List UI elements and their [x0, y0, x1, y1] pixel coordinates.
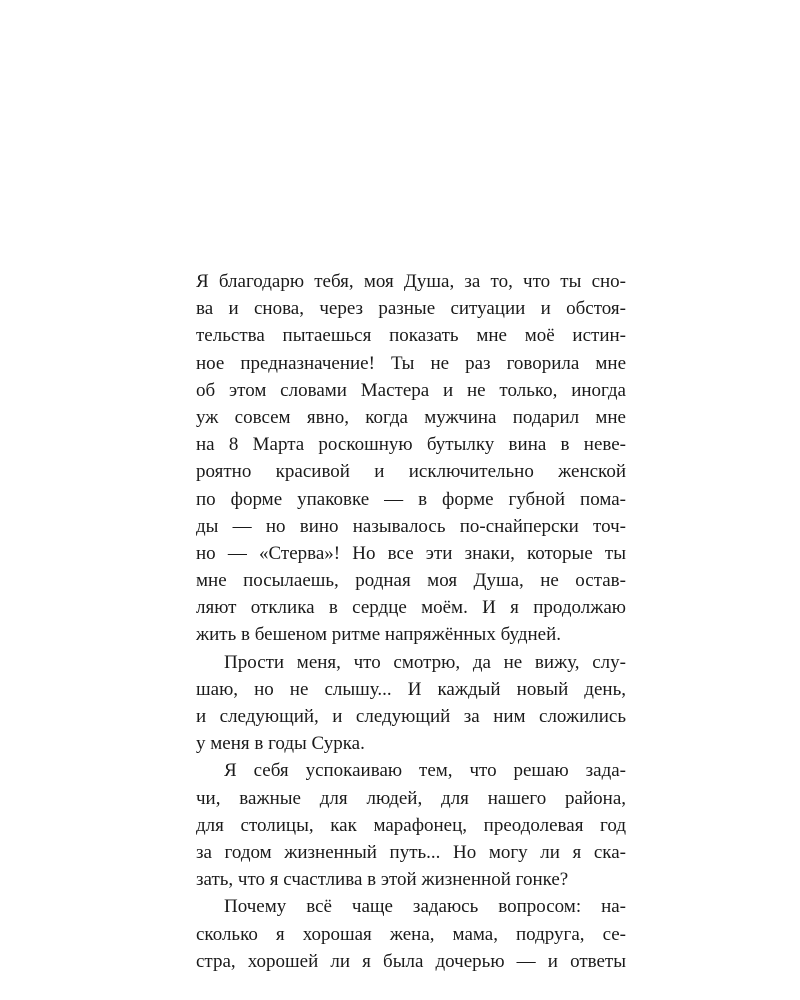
text-line: об этом словами Мастера и не только, иногда: [196, 379, 626, 401]
text-line: Прости меня, что смотрю, да не вижу, слу-: [224, 651, 626, 673]
text-line: за годом жизненный путь... Но могу ли я ска-: [196, 841, 626, 863]
text-line: ва и снова, через разные ситуации и обстоя-: [196, 298, 626, 320]
text-line: по форме упаковке — в форме губной пома-: [196, 488, 626, 510]
text-line: зать, что я счастлива в этой жизненной гонке?: [196, 869, 569, 891]
text-line: шаю, но не слышу... И каждый новый день,: [196, 678, 626, 700]
text-line: Я себя успокаиваю тем, что решаю зада-: [224, 760, 626, 782]
text-line: роятно красивой и исключительно женской: [196, 461, 626, 483]
text-line: но — «Стерва»! Но все эти знаки, которые ты: [196, 542, 626, 564]
text-line: тельства пытаешься показать мне моё истин-: [196, 325, 626, 347]
text-line: уж совсем явно, когда мужчина подарил мне: [196, 406, 626, 428]
text-line: Почему всё чаще задаюсь вопросом: на-: [224, 896, 626, 918]
text-line: для столицы, как марафонец, преодолевая год: [196, 814, 626, 836]
text-line: стра, хорошей ли я была дочерью — и ответы: [196, 950, 626, 972]
text-line: Я благодарю тебя, моя Душа, за то, что ты сно-: [196, 271, 626, 292]
text-line: ды — но вино называлось по-снайперски точ-: [196, 515, 626, 537]
text-line: чи, важные для людей, для нашего района,: [196, 787, 626, 809]
text-line: ляют отклика в сердце моём. И я продолжаю: [196, 597, 626, 619]
text-line: ное предназначение! Ты не раз говорила мне: [196, 352, 626, 374]
body-text: [196, 268, 626, 975]
text-line: сколько я хорошая жена, мама, подруга, се-: [196, 923, 626, 945]
text-line: на 8 Марта роскошную бутылку вина в неве-: [196, 434, 626, 456]
text-line: и следующий, и следующий за ним сложились: [196, 706, 626, 727]
text-line: жить в бешеном ритме напряжённых будней.: [196, 624, 562, 646]
text-line: мне посылаешь, родная моя Душа, не остав-: [196, 570, 626, 592]
text-line: у меня в годы Сурка.: [196, 733, 365, 755]
